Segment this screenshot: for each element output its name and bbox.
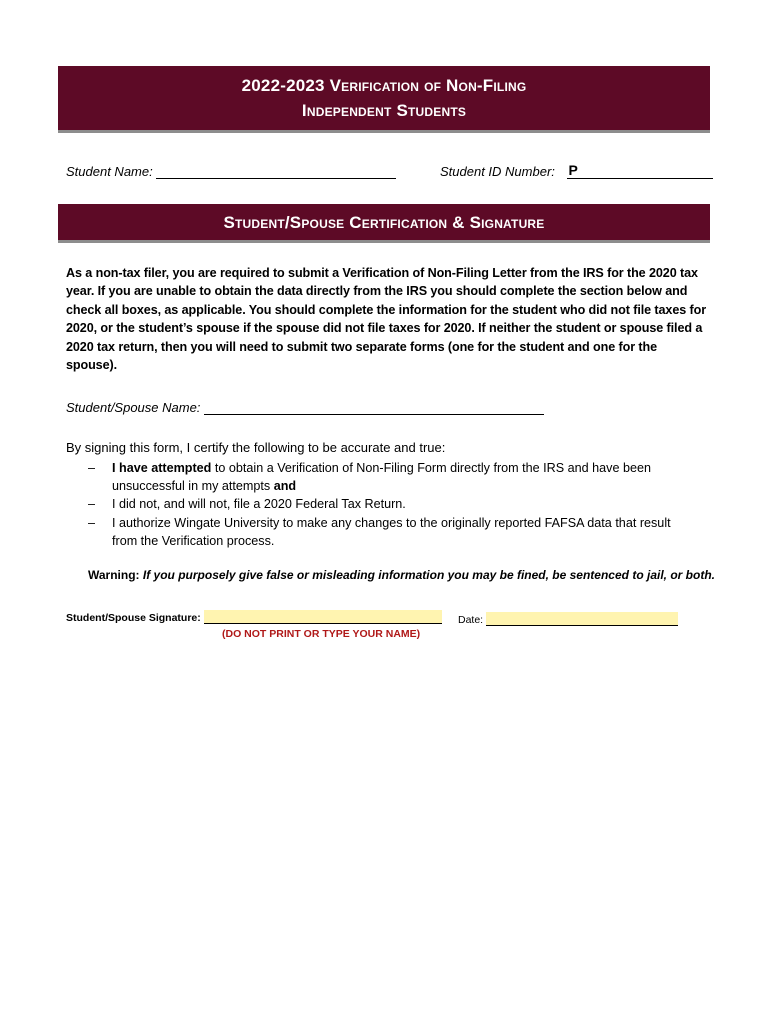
warning-body: If you purposely give false or misleading information you may be fined, be sentenced to jail, or both. bbox=[139, 568, 715, 582]
signature-field[interactable] bbox=[204, 610, 442, 624]
and-bold: and bbox=[273, 479, 297, 494]
student-name-field[interactable] bbox=[156, 162, 396, 179]
student-name-row bbox=[66, 162, 396, 179]
certify-lead-text: By signing this form, I certify the following to be accurate and true: bbox=[66, 440, 446, 455]
signature-row bbox=[66, 610, 442, 624]
warning-label: Warning: bbox=[88, 568, 140, 582]
attempted-bold: I have attempted bbox=[112, 461, 212, 475]
list-item bbox=[88, 495, 698, 513]
student-id-prefix: P bbox=[568, 162, 578, 178]
dash-bullet: – bbox=[88, 497, 96, 512]
form-title-banner bbox=[58, 66, 710, 133]
signature-label: Student/Spouse Signature: bbox=[66, 612, 201, 624]
certification-list bbox=[88, 459, 698, 550]
spouse-name-row bbox=[66, 398, 544, 415]
student-id-label: Student ID Number: bbox=[440, 164, 555, 179]
warning-text bbox=[88, 568, 715, 582]
instructions-paragraph: As a non-tax filer, you are required to submit a Verification of Non-Filing Letter from the IRS for the 2020 tax year. If you are unable to obtain the data directly from the IRS you should complete the section below and check all boxes, as applicable. You should complete the information for the student who did not file taxes for 2020, or the student’s spouse if the spouse did not file taxes for 2020. If neither the student or spouse filed a 2020 tax return, then you will need to submit two separate forms (one for the student and one for the spouse). bbox=[66, 266, 707, 373]
list-item bbox=[88, 514, 698, 550]
form-title-line2: Independent Students bbox=[301, 101, 467, 120]
item3-text: I authorize Wingate University to make any changes to the originally reported FAFSA data that result from the Verification process. bbox=[112, 515, 671, 548]
student-id-field[interactable] bbox=[567, 162, 713, 179]
certification-title: Student/Spouse Certification & Signature bbox=[223, 212, 545, 232]
student-name-label: Student Name: bbox=[66, 164, 153, 179]
spouse-name-field[interactable] bbox=[204, 398, 544, 415]
date-field[interactable] bbox=[486, 612, 678, 626]
item2-text: I did not, and will not, file a 2020 Federal Tax Return. bbox=[112, 497, 406, 512]
list-item bbox=[88, 459, 698, 495]
spouse-name-label: Student/Spouse Name: bbox=[66, 400, 201, 415]
do-not-print-note: (DO NOT PRINT OR TYPE YOUR NAME) bbox=[222, 628, 421, 640]
item1-text: to obtain a Verification of Non-Filing Form directly from the IRS and have been unsuccessful in my attempts bbox=[112, 461, 651, 494]
form-title-line1: 2022-2023 Verification of Non-Filing bbox=[241, 76, 527, 95]
date-label: Date: bbox=[458, 614, 484, 626]
dash-bullet: – bbox=[88, 461, 96, 475]
date-row bbox=[458, 612, 678, 626]
certification-banner bbox=[58, 204, 710, 243]
dash-bullet: – bbox=[88, 515, 96, 530]
student-id-row bbox=[440, 162, 713, 179]
